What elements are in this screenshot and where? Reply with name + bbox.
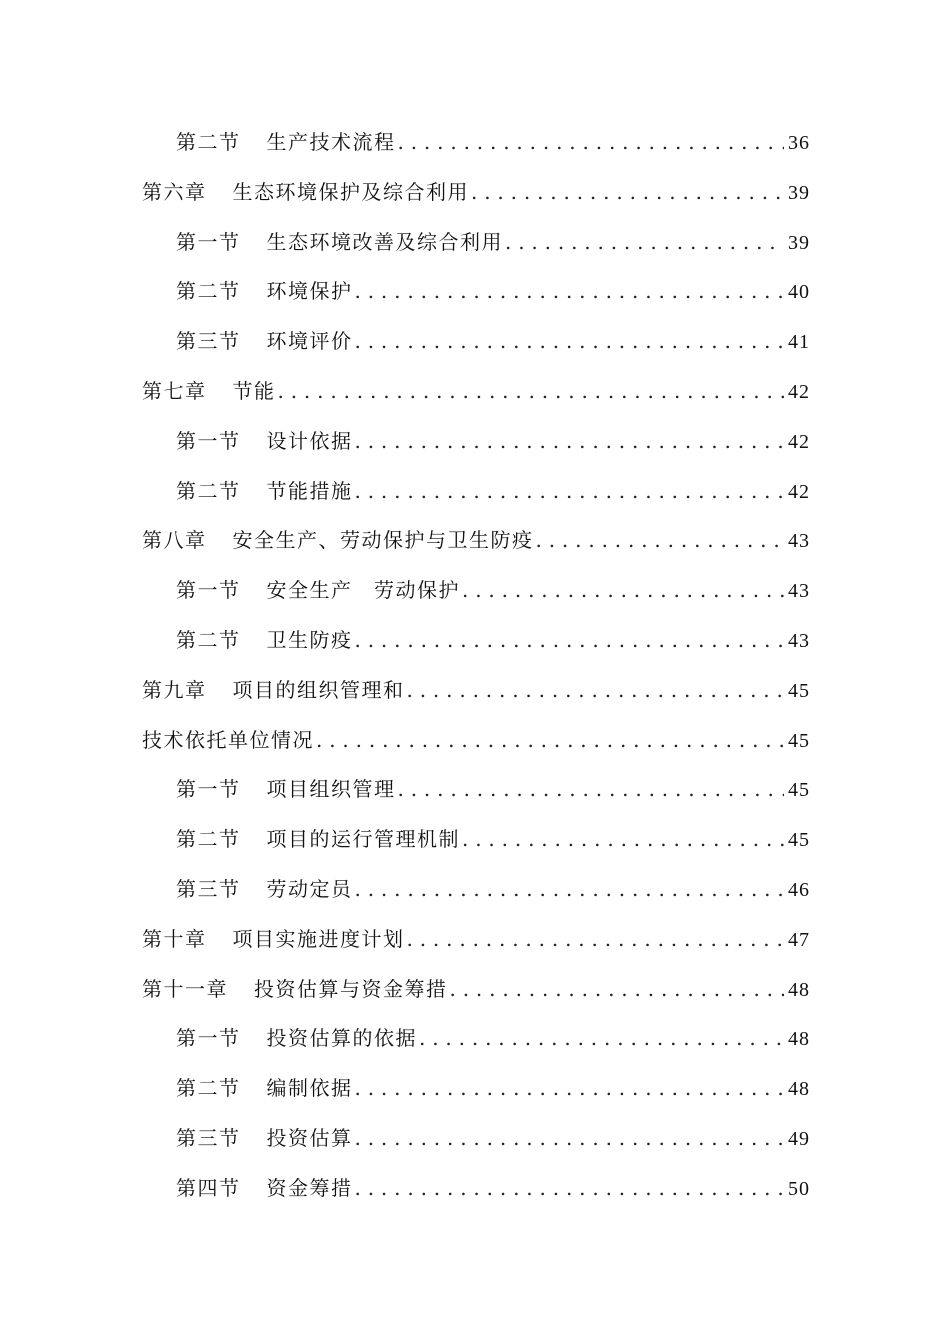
toc-entry-number: 第六章 — [142, 179, 207, 204]
table-of-contents — [0, 126, 950, 1222]
toc-entry-title: 技术依托单位情况 — [142, 727, 314, 752]
toc-entry-title: 编制依据 — [266, 1076, 353, 1101]
toc-entry-title: 项目组织管理 — [266, 777, 396, 802]
toc-dot-leader — [471, 180, 784, 204]
toc-chapter-entry[interactable] — [0, 724, 950, 774]
toc-page-number: 40 — [788, 281, 810, 304]
toc-dot-leader — [355, 1126, 785, 1150]
toc-entry-number: 第九章 — [142, 677, 207, 702]
toc-entry-title: 投资估算 — [266, 1125, 353, 1150]
toc-entry-title: 项目的组织管理和 — [232, 677, 405, 702]
toc-entry-title: 节能措施 — [266, 478, 353, 503]
toc-entry-title: 投资估算的依据 — [266, 1026, 417, 1051]
toc-page-number: 45 — [788, 729, 810, 752]
toc-entry-number: 第一节 — [176, 428, 241, 453]
toc-page-number: 48 — [788, 1028, 810, 1051]
toc-section-entry[interactable] — [0, 823, 950, 873]
toc-chapter-entry[interactable] — [0, 923, 950, 973]
toc-section-entry[interactable] — [0, 624, 950, 674]
toc-dot-leader — [407, 927, 785, 951]
toc-page-number: 47 — [788, 928, 810, 951]
toc-entry-title: 项目实施进度计划 — [232, 926, 405, 951]
toc-entry-number: 第十章 — [142, 926, 207, 951]
toc-section-entry[interactable] — [0, 325, 950, 375]
toc-dot-leader — [462, 827, 784, 851]
toc-entry-title: 生态环境改善及综合利用 — [266, 229, 503, 254]
toc-dot-leader — [355, 329, 785, 353]
toc-section-entry[interactable] — [0, 1022, 950, 1072]
toc-dot-leader — [462, 578, 784, 602]
toc-section-entry[interactable] — [0, 425, 950, 475]
toc-entry-number: 第三节 — [176, 876, 241, 901]
toc-entry-title: 资金筹措 — [266, 1175, 353, 1200]
toc-entry-number: 第二节 — [176, 827, 241, 852]
toc-entry-title: 生态环境保护及综合利用 — [232, 179, 469, 204]
toc-page-number: 36 — [788, 132, 810, 154]
toc-chapter-entry[interactable] — [0, 674, 950, 724]
toc-dot-leader — [505, 230, 784, 254]
toc-entry-title: 节能 — [232, 378, 276, 403]
toc-entry-title: 劳动定员 — [266, 876, 353, 901]
toc-entry-number: 第八章 — [142, 528, 207, 553]
toc-page-number: 42 — [788, 480, 810, 503]
toc-entry-title: 环境保护 — [266, 279, 353, 304]
toc-entry-number: 第三节 — [176, 1125, 241, 1150]
toc-section-entry[interactable] — [0, 126, 950, 176]
toc-page-number: 45 — [788, 679, 810, 702]
toc-entry-title: 设计依据 — [266, 428, 353, 453]
toc-page-number: 45 — [788, 829, 810, 852]
toc-section-entry[interactable] — [0, 574, 950, 624]
toc-section-entry[interactable] — [0, 773, 950, 823]
toc-page-number: 48 — [788, 1078, 810, 1101]
toc-entry-title: 环境评价 — [266, 329, 353, 354]
toc-page-number: 39 — [788, 181, 810, 204]
toc-page-number: 48 — [788, 978, 810, 1001]
toc-page-number: 42 — [788, 430, 810, 453]
toc-dot-leader — [398, 777, 785, 801]
toc-dot-leader — [355, 479, 785, 503]
toc-entry-number: 第二节 — [176, 627, 241, 652]
toc-page-number: 46 — [788, 878, 810, 901]
toc-entry-number: 第二节 — [176, 130, 241, 154]
toc-entry-title: 项目的运行管理机制 — [266, 827, 460, 852]
toc-dot-leader — [419, 1026, 784, 1050]
toc-page-number: 39 — [788, 231, 810, 254]
toc-dot-leader — [355, 877, 785, 901]
toc-section-entry[interactable] — [0, 1072, 950, 1122]
toc-dot-leader — [355, 628, 785, 652]
toc-page-number: 43 — [788, 580, 810, 603]
toc-entry-number: 第二节 — [176, 279, 241, 304]
toc-dot-leader — [355, 429, 785, 453]
toc-dot-leader — [450, 977, 785, 1001]
toc-chapter-entry[interactable] — [0, 176, 950, 226]
toc-entry-number: 第三节 — [176, 329, 241, 354]
toc-entry-number: 第一节 — [176, 777, 241, 802]
toc-entry-title: 生产技术流程 — [266, 130, 396, 154]
toc-page-number: 41 — [788, 331, 810, 354]
toc-entry-title: 安全生产 劳动保护 — [266, 578, 460, 603]
toc-entry-title: 投资估算与资金筹措 — [254, 976, 448, 1001]
toc-entry-number: 第一节 — [176, 1026, 241, 1051]
toc-dot-leader — [355, 1076, 785, 1100]
toc-dot-leader — [278, 379, 785, 403]
toc-section-entry[interactable] — [0, 1122, 950, 1172]
toc-entry-number: 第一节 — [176, 229, 241, 254]
toc-entry-number: 第四节 — [176, 1175, 241, 1200]
toc-dot-leader — [536, 528, 785, 552]
toc-entry-number: 第二节 — [176, 478, 241, 503]
toc-dot-leader — [355, 1176, 785, 1200]
toc-section-entry[interactable] — [0, 226, 950, 276]
toc-section-entry[interactable] — [0, 873, 950, 923]
toc-page-number: 43 — [788, 629, 810, 652]
toc-section-entry[interactable] — [0, 475, 950, 525]
toc-dot-leader — [398, 130, 785, 154]
toc-entry-number: 第七章 — [142, 378, 207, 403]
toc-entry-number: 第一节 — [176, 578, 241, 603]
toc-page-number: 49 — [788, 1127, 810, 1150]
toc-chapter-entry[interactable] — [0, 973, 950, 1023]
toc-page-number: 42 — [788, 380, 810, 403]
toc-entry-title: 安全生产、劳动保护与卫生防疫 — [232, 528, 534, 553]
toc-dot-leader — [355, 279, 785, 303]
toc-dot-leader — [407, 678, 785, 702]
toc-chapter-entry[interactable] — [0, 524, 950, 574]
toc-section-entry[interactable] — [0, 1172, 950, 1222]
toc-page-number: 43 — [788, 530, 810, 553]
toc-page-number: 45 — [788, 779, 810, 802]
toc-dot-leader — [316, 728, 784, 752]
toc-entry-title: 卫生防疫 — [266, 627, 353, 652]
toc-entry-number: 第十一章 — [142, 976, 228, 1001]
toc-page-number: 50 — [788, 1177, 810, 1200]
toc-chapter-entry[interactable] — [0, 375, 950, 425]
toc-section-entry[interactable] — [0, 275, 950, 325]
toc-entry-number: 第二节 — [176, 1076, 241, 1101]
